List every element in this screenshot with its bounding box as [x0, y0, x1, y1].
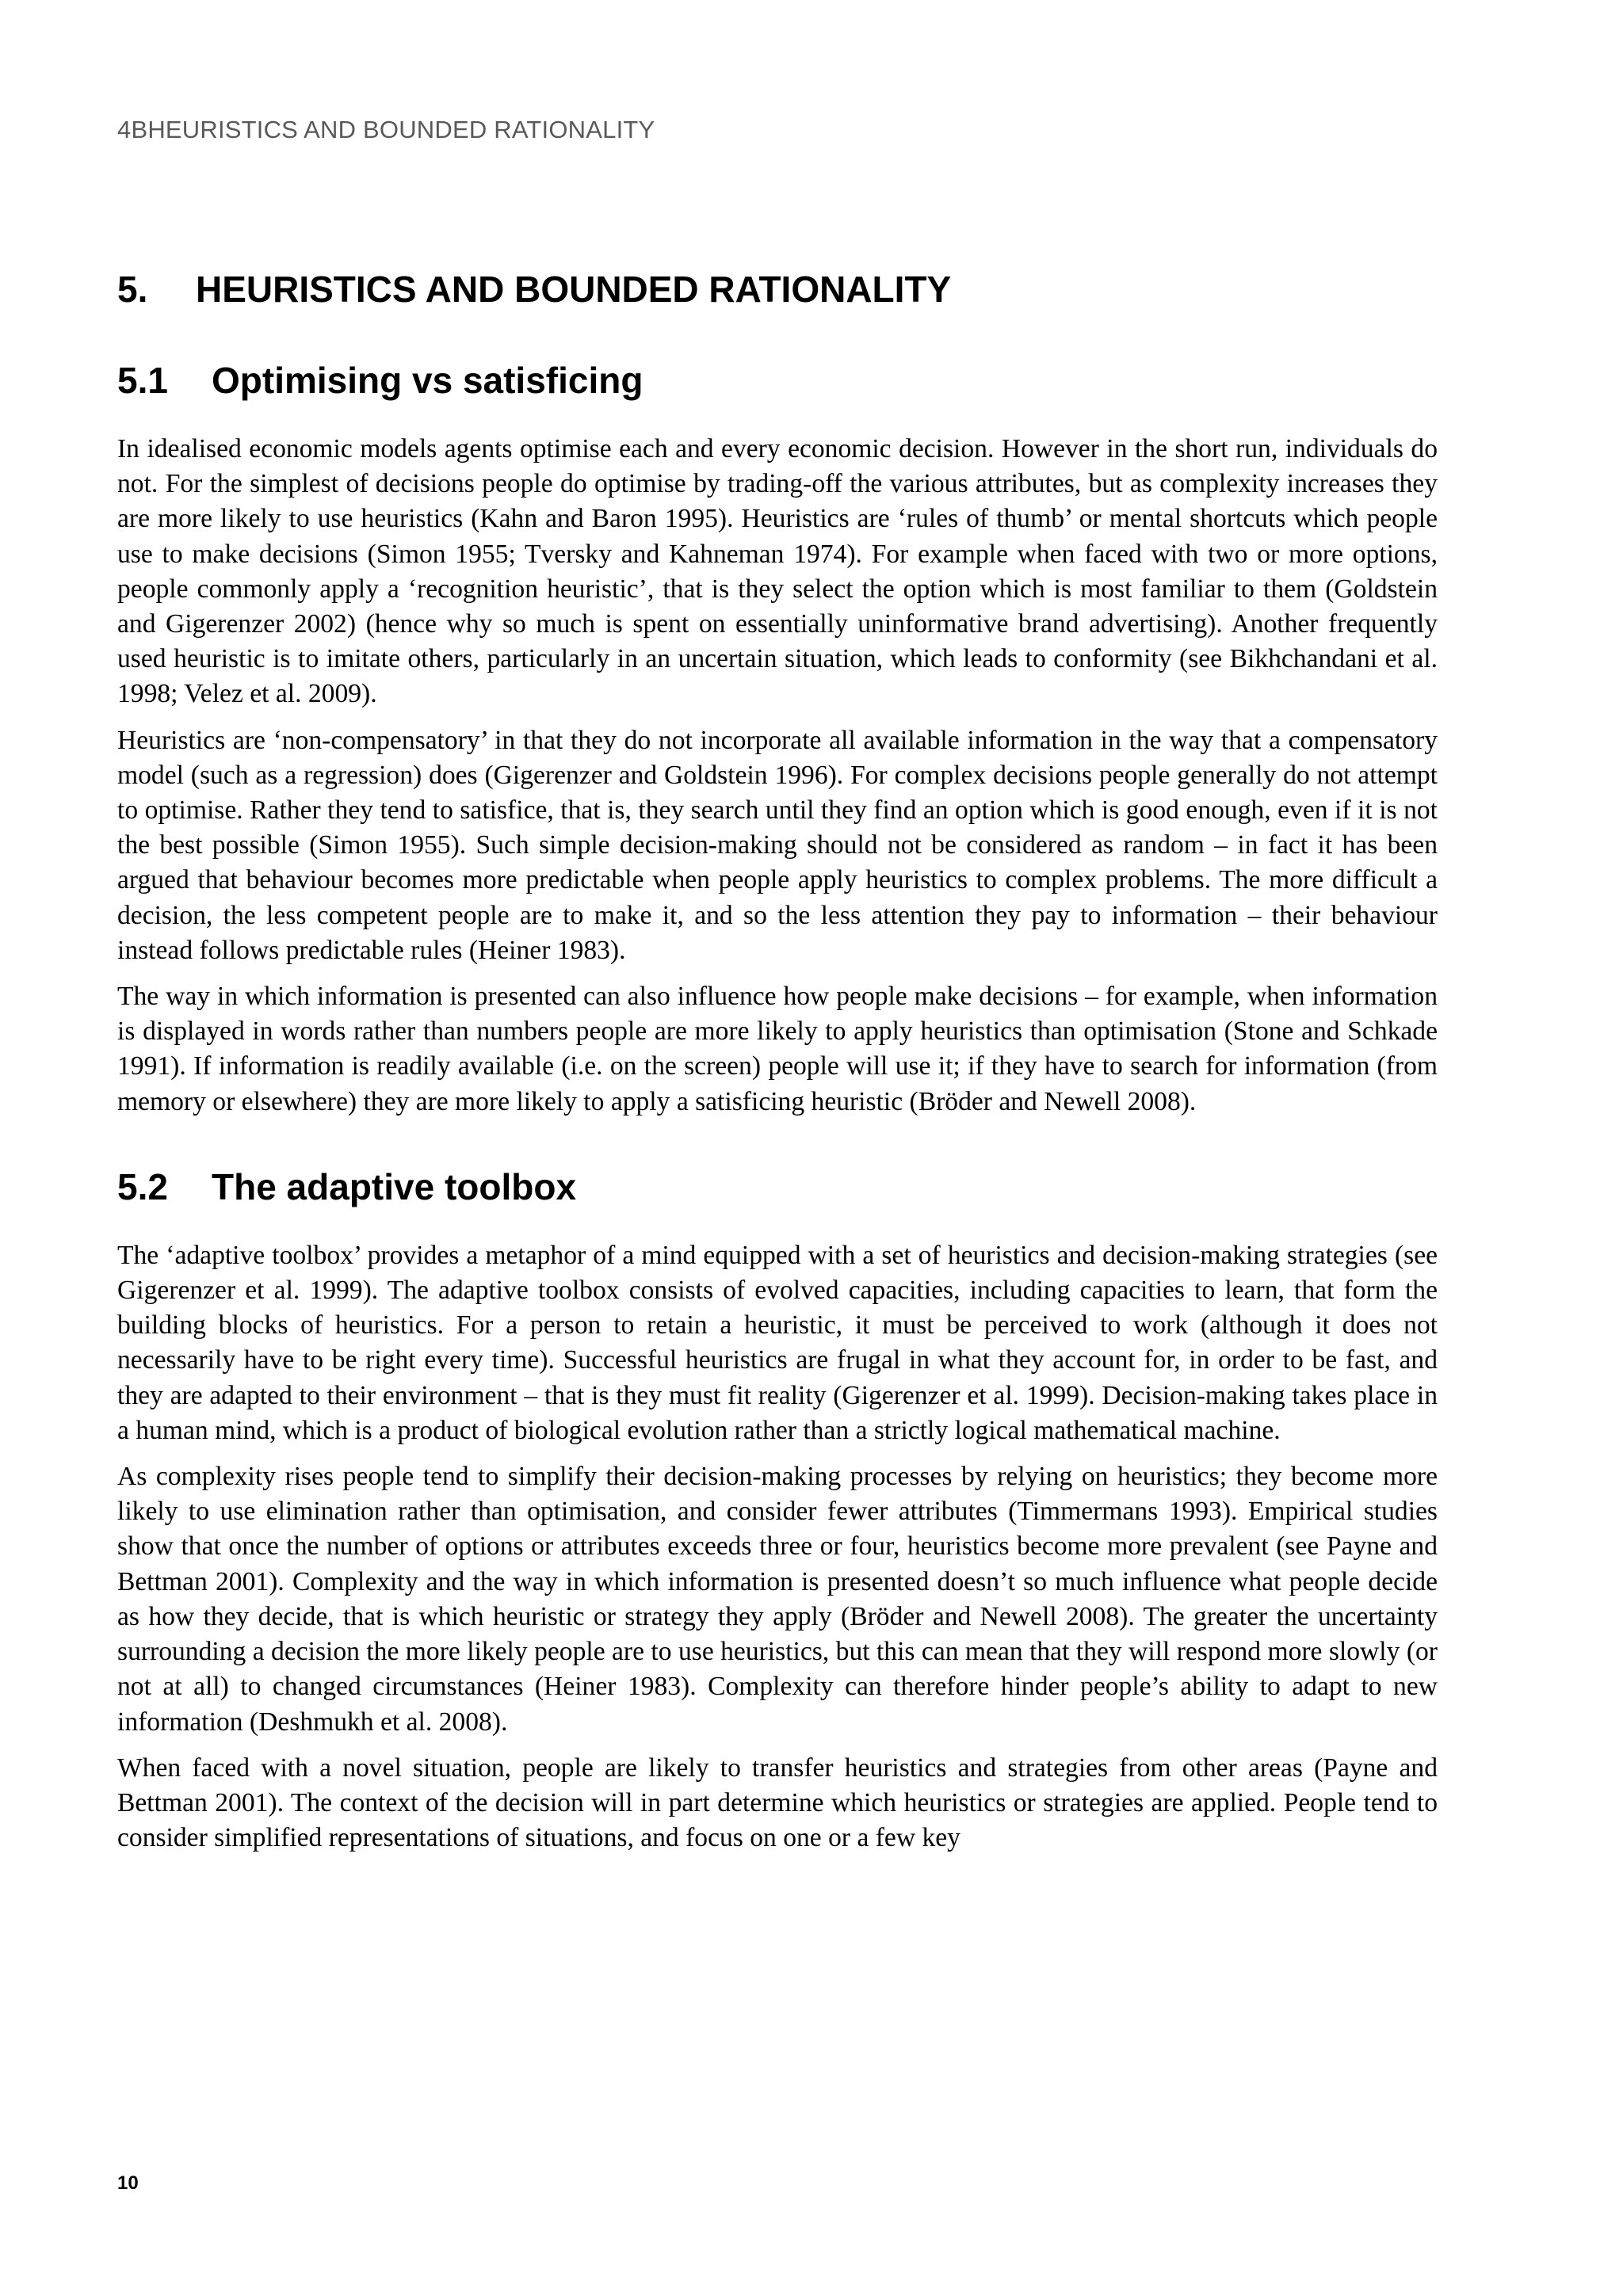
section-number: 5.1	[117, 360, 168, 401]
running-header: 4BHEURISTICS AND BOUNDED RATIONALITY	[117, 116, 655, 143]
section-title: Optimising vs satisficing	[212, 360, 643, 401]
section-title: The adaptive toolbox	[212, 1165, 577, 1207]
paragraph: The way in which information is presented can also influence how people make decisions – for example, when information is displayed in words rather than numbers people are more likely to apply heuristics than optimisation (Stone and Schkade 1991). If information is readily available (i.e. on the screen) people will use it; if they have to search for information (from memory or elsewhere) they are more likely to apply a satisficing heuristic (Bröder and Newell 2008).	[117, 982, 1438, 1116]
chapter-title: HEURISTICS AND BOUNDED RATIONALITY	[196, 269, 952, 310]
chapter-heading	[117, 265, 1438, 314]
chapter-number: 5.	[117, 269, 148, 310]
section-number: 5.2	[117, 1165, 168, 1207]
section-heading-5-2	[117, 1162, 1438, 1211]
paragraph: The ‘adaptive toolbox’ provides a metaphor of a mind equipped with a set of heuristics and decision-making strategies (see Gigerenzer et al. 1999). The adaptive toolbox consists of evolved capacities, including capacities to learn, that form the building blocks of heuristics. For a person to retain a heuristic, it must be perceived to work (although it does not necessarily have to be right every time). Successful heuristics are frugal in what they account for, in order to be fast, and they are adapted to their environment – that is they must fit reality (Gigerenzer et al. 1999). Decision-making takes place in a human mind, which is a product of biological evolution rather than a strictly logical mathematical machine.	[117, 1240, 1438, 1445]
page-content	[117, 265, 1438, 1867]
paragraph: In idealised economic models agents optimise each and every economic decision. However in the short run, individuals do not. For the simplest of decisions people do optimise by trading-off the various attributes, but as complexity increases they are more likely to use heuristics (Kahn and Baron 1995). Heuristics are ‘rules of thumb’ or mental shortcuts which people use to make decisions (Simon 1955; Tversky and Kahneman 1974). For example when faced with two or more options, people commonly apply a ‘recognition heuristic’, that is they select the option which is most familiar to them (Goldstein and Gigerenzer 2002) (hence why so much is spent on essentially uninformative brand advertising). Another frequently used heuristic is to imitate others, particularly in an uncertain situation, which leads to conformity (see Bikhchandani et al. 1998; Velez et al. 2009).	[117, 434, 1438, 709]
paragraph: When faced with a novel situation, people are likely to transfer heuristics and strategies from other areas (Payne and Bettman 2001). The context of the decision will in part determine which heuristics or strategies are applied. People tend to consider simplified representations of situations, and focus on one or a few key	[117, 1753, 1438, 1853]
section-heading-5-1	[117, 356, 1438, 405]
page-number: 10	[117, 2172, 139, 2194]
paragraph: Heuristics are ‘non-compensatory’ in that they do not incorporate all available information in the way that a compensatory model (such as a regression) does (Gigerenzer and Goldstein 1996). For complex decisions people generally do not attempt to optimise. Rather they tend to satisfice, that is, they search until they find an option which is good enough, even if it is not the best possible (Simon 1955). Such simple decision-making should not be considered as random – in fact it has been argued that behaviour becomes more predictable when people apply heuristics to complex problems. The more difficult a decision, the less competent people are to make it, and so the less attention they pay to information – their behaviour instead follows predictable rules (Heiner 1983).	[117, 725, 1438, 965]
paragraph: As complexity rises people tend to simplify their decision-making processes by relying on heuristics; they become more likely to use elimination rather than optimisation, and consider fewer attributes (Timmermans 1993). Empirical studies show that once the number of options or attributes exceeds three or four, heuristics become more prevalent (see Payne and Bettman 2001). Complexity and the way in which information is presented doesn’t so much influence what people decide as how they decide, that is which heuristic or strategy they apply (Bröder and Newell 2008). The greater the uncertainty surrounding a decision the more likely people are to use heuristics, but this can mean that they will respond more slowly (or not at all) to changed circumstances (Heiner 1983). Complexity can therefore hinder people’s ability to adapt to new information (Deshmukh et al. 2008).	[117, 1462, 1438, 1737]
